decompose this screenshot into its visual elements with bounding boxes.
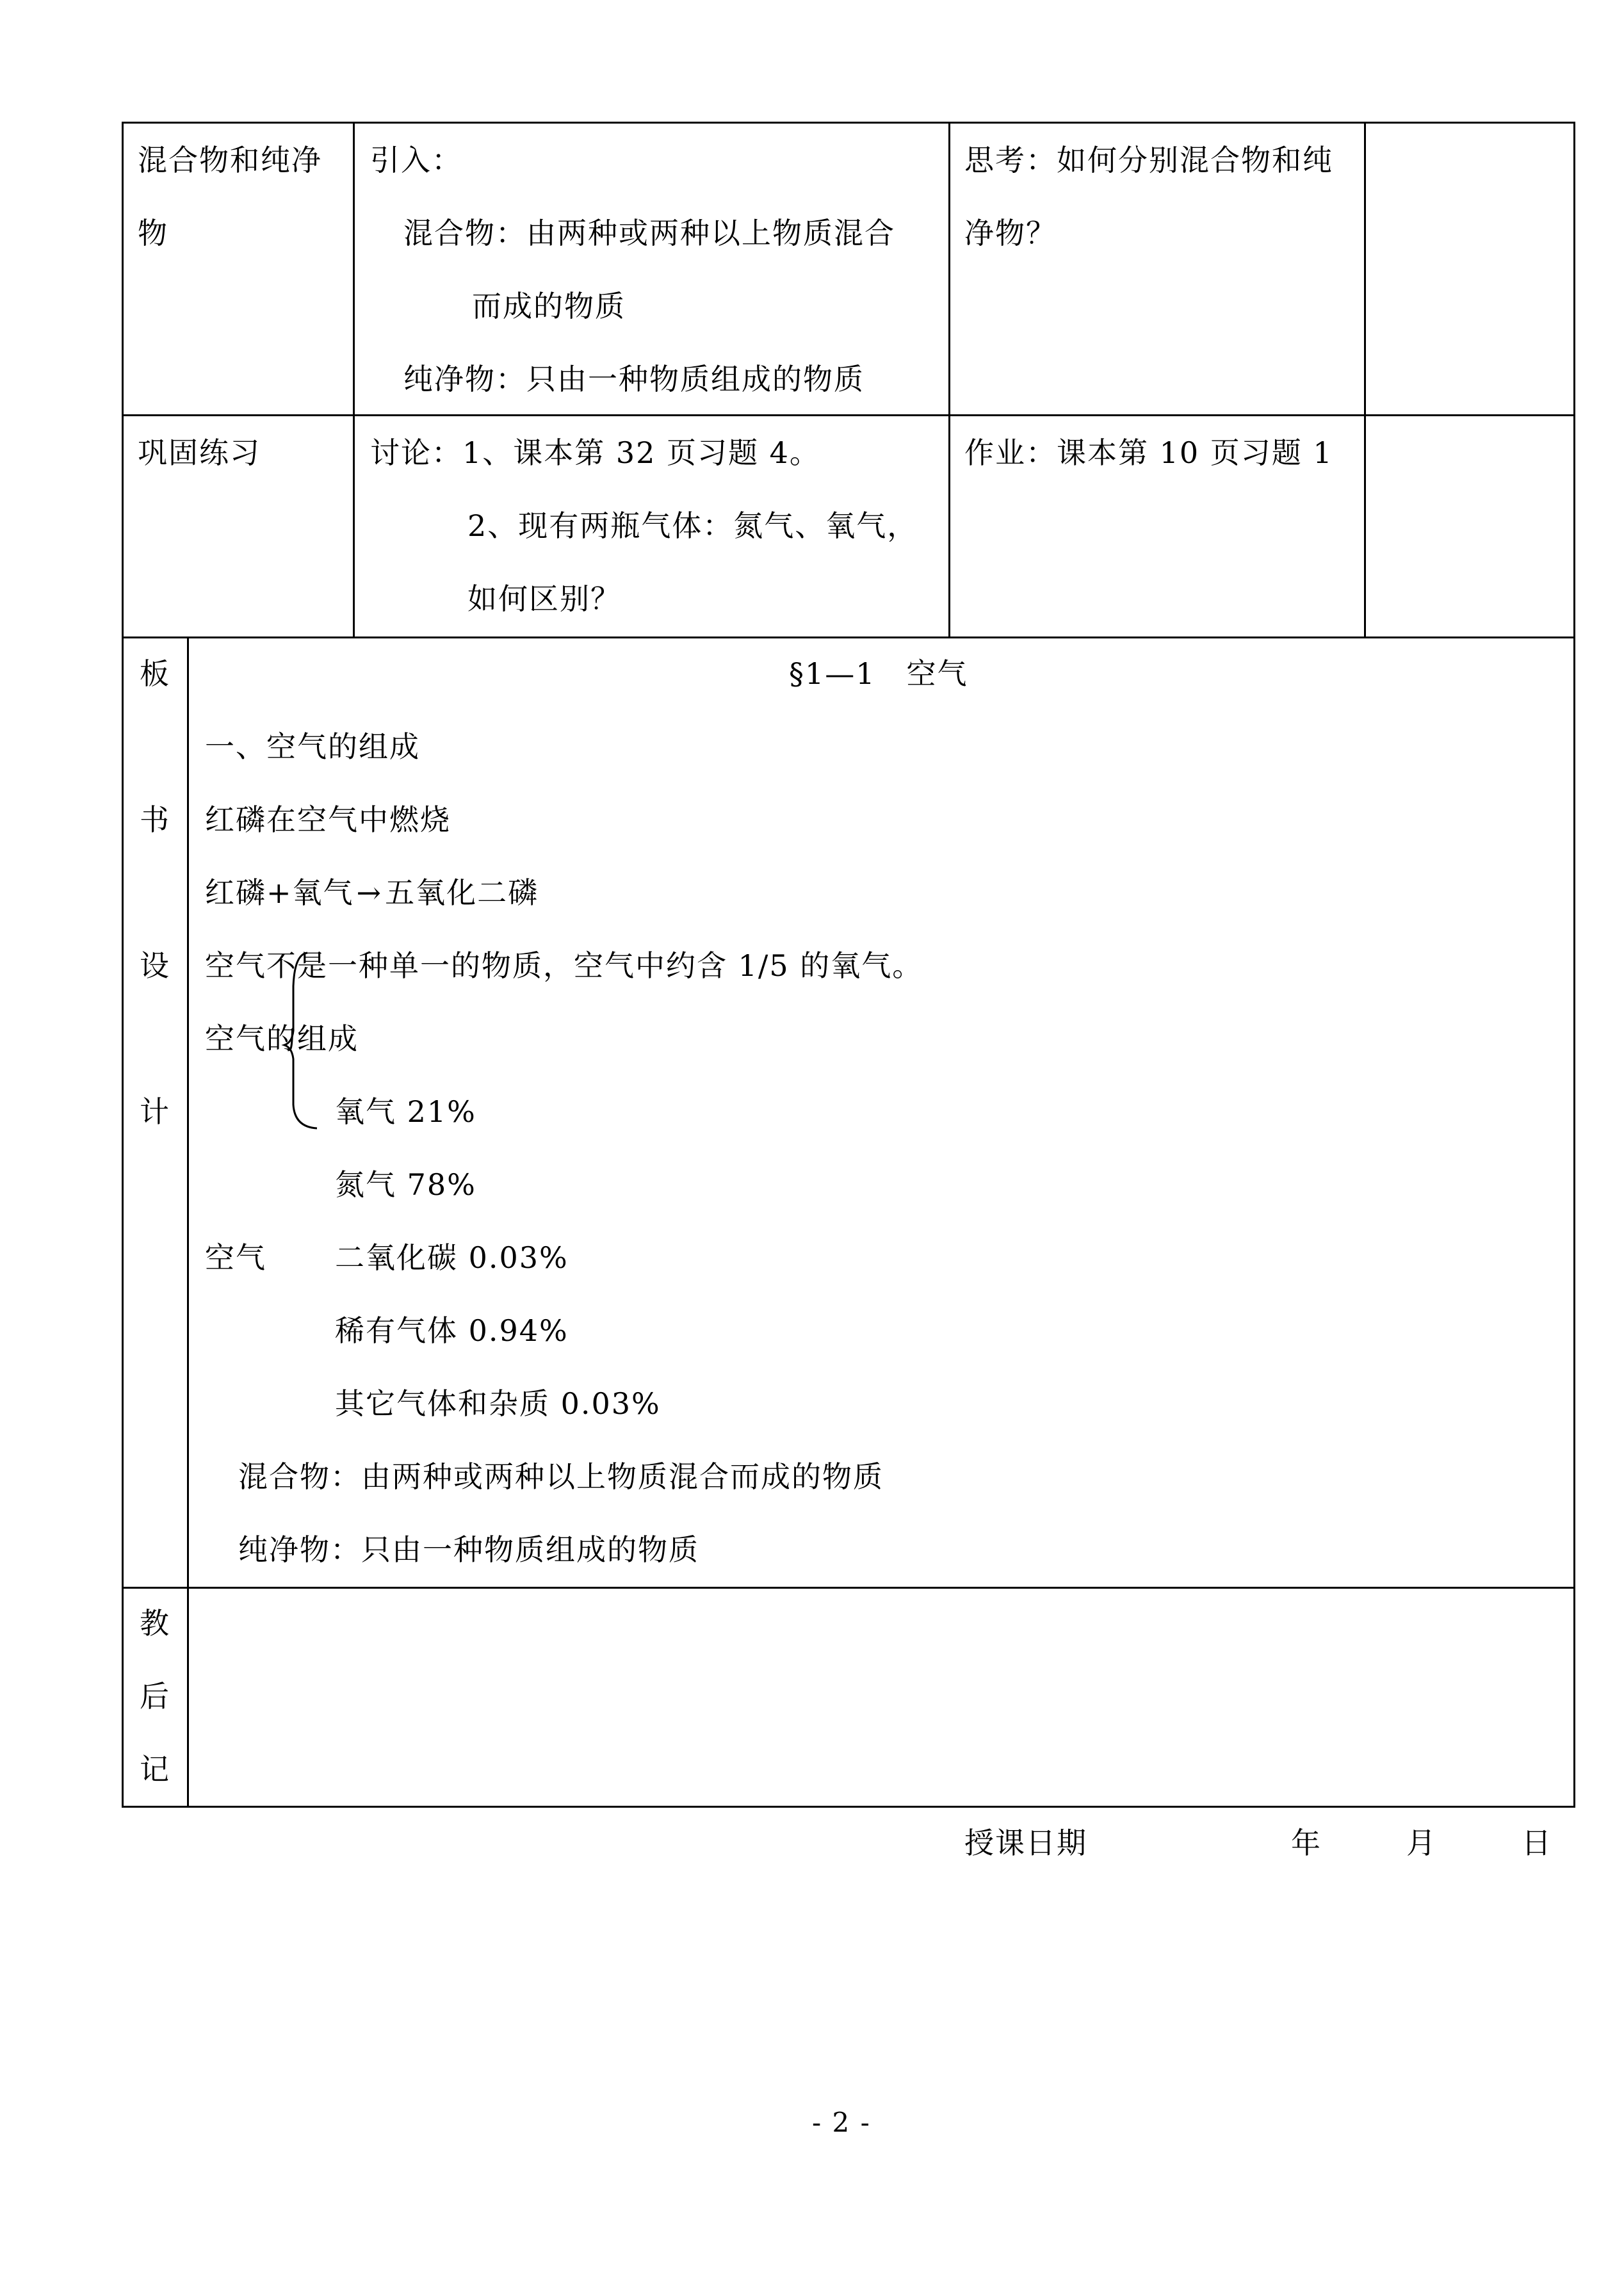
date-month: 月 [1406, 1826, 1437, 1860]
row2-teach-line2: 2、现有两瓶气体：氮气、氧气， [467, 508, 918, 543]
board-composition-label: 空气的组成 [205, 1021, 359, 1056]
page-number: - 2 - [812, 2107, 871, 2138]
col-divider-student [948, 122, 950, 638]
board-bottom-line [122, 1587, 1575, 1589]
component-oxygen: 氧气 21% [335, 1094, 476, 1129]
row1-student-line2: 净物？ [964, 216, 1057, 250]
afterword-side-label-2: 后 [140, 1679, 170, 1714]
equation-product: 五氧化二磷 [385, 875, 539, 910]
board-side-label-4: 计 [140, 1094, 170, 1129]
board-side-label-3: 设 [140, 948, 170, 983]
table-border-bottom [122, 1806, 1575, 1808]
row2-teach-line1: 讨论：1、课本第 32 页习题 4。 [370, 435, 820, 470]
row2-bottom-line [122, 637, 1575, 638]
board-title: §1—1 空气 [789, 656, 968, 691]
row1-teach-line2: 混合物：由两种或两种以上物质混合 [403, 216, 895, 250]
row2-student-line1: 作业：课本第 10 页习题 1 [964, 435, 1333, 470]
board-equation [205, 873, 539, 912]
row1-bottom-line [122, 414, 1575, 416]
row1-topic-line2: 物 [138, 216, 168, 250]
date-year: 年 [1291, 1826, 1322, 1860]
row1-teach-line4: 纯净物：只由一种物质组成的物质 [403, 362, 865, 396]
table-border-right [1573, 122, 1575, 1808]
row1-student-line1: 思考：如何分别混合物和纯 [964, 143, 1333, 177]
composition-brace-icon [282, 948, 327, 1133]
component-nitrogen: 氮气 78% [335, 1167, 476, 1202]
row1-teach-line3: 而成的物质 [472, 289, 626, 323]
col-divider-notes [1364, 122, 1366, 638]
board-side-label-2: 书 [140, 802, 170, 837]
row1-teach-line1: 引入： [370, 143, 462, 177]
table-border-left [122, 122, 124, 1808]
date-label: 授课日期 [964, 1826, 1087, 1860]
component-carbon-dioxide: 二氧化碳 0.03% [335, 1240, 569, 1275]
row1-topic-line1: 混合物和纯净 [138, 143, 322, 177]
board-mixture-definition: 混合物：由两种或两种以上物质混合而成的物质 [238, 1459, 884, 1494]
col-divider-side-label [187, 637, 189, 1808]
date-day: 日 [1522, 1826, 1552, 1860]
component-other-gases: 其它气体和杂质 0.03% [335, 1386, 661, 1421]
reaction-arrow-icon: → [356, 875, 383, 910]
board-pure-definition: 纯净物：只由一种物质组成的物质 [238, 1532, 699, 1567]
table-border-top [122, 122, 1575, 124]
board-line-burn: 红磷在空气中燃烧 [205, 802, 451, 837]
component-noble-gases: 稀有气体 0.94% [335, 1313, 569, 1348]
afterword-side-label-1: 教 [140, 1606, 170, 1641]
row2-teach-line3: 如何区别？ [467, 581, 621, 616]
board-heading: 一、空气的组成 [205, 729, 420, 764]
col-divider-topic [353, 122, 355, 638]
equation-reactants: 红磷+氧气 [205, 875, 354, 910]
afterword-side-label-3: 记 [140, 1752, 170, 1787]
board-air-label: 空气 [205, 1240, 266, 1275]
board-conclusion: 空气不是一种单一的物质，空气中约含 1/5 的氧气。 [205, 948, 923, 983]
board-side-label-1: 板 [140, 656, 170, 691]
row2-topic: 巩固练习 [138, 435, 261, 470]
